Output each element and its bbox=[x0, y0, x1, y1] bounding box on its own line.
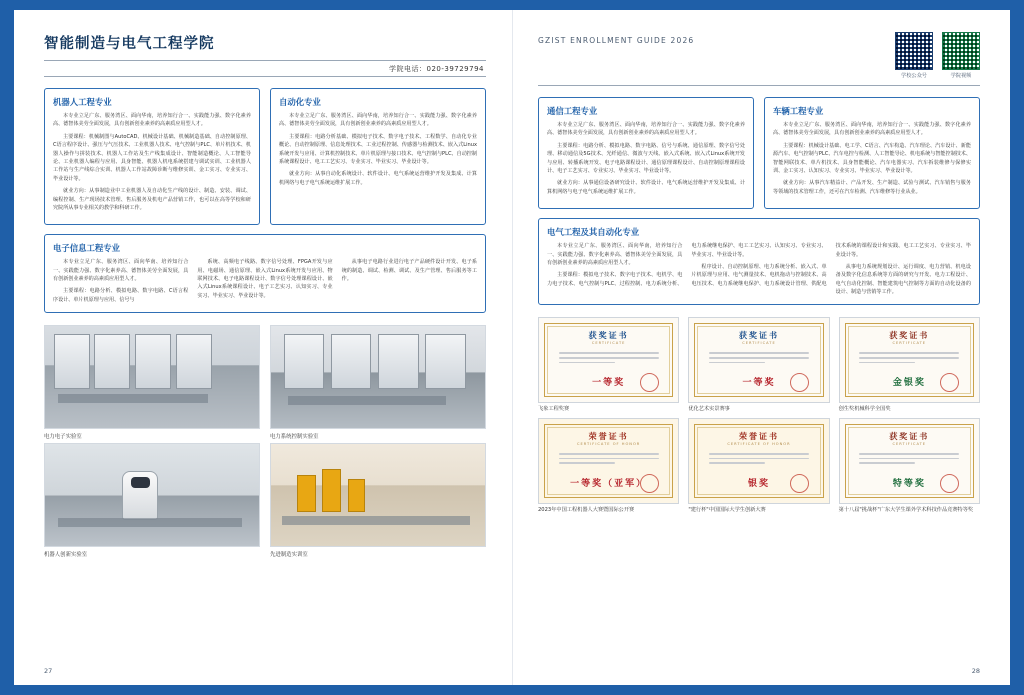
photo-gallery bbox=[44, 325, 486, 558]
certificate-image bbox=[839, 317, 980, 403]
major-card-electrical-engineering bbox=[538, 218, 980, 305]
card-paragraph: 系统、高频电子线路、数字信号处理、FPGA开发与应用、电磁场、通信原理、嵌入式Linux系统开发与应用、物联网技术、电子电路课程设计、数字信号处理课程设计、嵌入式Linux系统课程设计、电子工艺实习、认知实习、专业实习、毕业实习、毕业设计等。 bbox=[197, 259, 333, 299]
card-paragraph: 主要课程：机械制图与AutoCAD、机械设计基础、机械制造基础、自动控制原理、C语言程序设计、强压与气压技术、工业机器人技术、电气控制与PLC、单片机技术、机器人操作与拼装技术、机器人工作站及生产线集成设计、智能制造概论、人工智能导论、工业机器人编程与应用、具身智能、机器人机电系统搭建与调试实训、工业机器人工作站与生产线综合实训、机器人工作站故障诊断与维修实训、金工实习、专业实习、毕业设计等。 bbox=[53, 133, 251, 182]
certificate-prize: 一等奖（亚军） bbox=[570, 479, 648, 490]
certificate-image bbox=[688, 317, 829, 403]
card-paragraph: 主要课程：机械设计基础、电工学、C语言、汽车构造、汽车理论、汽车设计、新能源汽车、电气控制与PLC、汽车电控与检测、人工智能导论、机电系统与智能控制技术、智能网联技术、单片机技术、具身智能概论、汽车电器实习、汽车拆装维修与保修实训、金工实习、认知实习、专业实习、毕业实习、毕业设计等。 bbox=[773, 142, 971, 174]
certificate-cell bbox=[688, 317, 829, 414]
photo-row bbox=[44, 325, 486, 440]
certificate-cell bbox=[839, 317, 980, 414]
certificate-image bbox=[538, 418, 679, 504]
page-number-right: 28 bbox=[971, 667, 980, 675]
qr-item bbox=[942, 32, 980, 79]
certificate-title-en: CERTIFICATE bbox=[591, 341, 626, 346]
card-title: 车辆工程专业 bbox=[773, 106, 824, 116]
card-paragraph: 就业方向：从事汽车精益计、产品开发、生产制造、试验与测试、汽车销售与服务等领域的技术管理工作，还可在汽车检测、汽车维修等行业从业。 bbox=[773, 180, 971, 195]
certificate-title: 获奖证书 bbox=[738, 331, 779, 341]
certificate-title: 获奖证书 bbox=[889, 432, 930, 442]
guide-label: GZIST ENROLLMENT GUIDE 2026 bbox=[538, 36, 695, 45]
photo-power-system-lab bbox=[270, 325, 486, 429]
certificate-image bbox=[839, 418, 980, 504]
major-card-electronic-info bbox=[44, 234, 486, 313]
certificate-prize: 一等奖 bbox=[592, 378, 626, 389]
certificate-row bbox=[538, 418, 980, 515]
seal-icon bbox=[640, 474, 659, 493]
photo-robot-innovation-lab bbox=[44, 443, 260, 547]
right-cards-row bbox=[538, 97, 980, 209]
major-card-robotics bbox=[44, 88, 260, 225]
qr-code-group bbox=[895, 32, 980, 79]
certificate-prize: 银奖 bbox=[747, 479, 770, 490]
left-header bbox=[44, 32, 486, 77]
card-title: 电子信息工程专业 bbox=[53, 243, 120, 254]
page-title: 智能制造与电气工程学院 bbox=[44, 36, 215, 52]
certificate-gallery bbox=[538, 317, 980, 515]
card-paragraph: 本专业立足广东、服务湾区、面向华南，培养知行合一、实践能力强、数字化素养高、德智体美劳全面发展，具有创新创业素养的高素质应用型人才。 bbox=[547, 122, 745, 137]
qr-caption: 学校公众号 bbox=[901, 73, 927, 79]
certificate-caption: 2023年中国工程机器人大赛暨国际公开赛 bbox=[538, 507, 635, 514]
card-paragraph: 本专业立足广东、服务湾区、面向华南，培养知行合一、实践能力强、数字化素养高、德智体美劳全面发展，具有创新创业素养的高素质应用型人才。 bbox=[773, 122, 971, 137]
photo-cell bbox=[44, 325, 260, 440]
card-paragraph: 主要课程：电路分析、模拟电路、数字电路、C语言程序设计、单片机原理与应用、信号与 bbox=[53, 288, 189, 303]
page-right bbox=[512, 10, 1010, 685]
card-paragraph: 主要课程：模拟电子技术、数字电子技术、电机学、电力电子技术、电气控制与PLC、过程控制、电力系统分析、电力系统继电保护、电工工艺实习、认知实习、专业实习、毕业实习、毕业设计等。 bbox=[547, 243, 827, 287]
certificate-prize: 特等奖 bbox=[892, 479, 926, 490]
card-paragraph: 就业方向：从事自动化系统设计、软件设计、电气系统运营维护开发及集成、计算机网络与电子电气系统运维扩展工作。 bbox=[279, 171, 477, 186]
photo-caption: 机器人创新实验室 bbox=[44, 552, 88, 559]
certificate-prize: 金银奖 bbox=[892, 378, 926, 389]
card-title: 电气工程及其自动化专业 bbox=[547, 227, 640, 238]
certificate-title: 荣誉证书 bbox=[588, 432, 629, 442]
certificate-caption: 优化艺术实景赛事 bbox=[688, 406, 730, 413]
qr-code-icon[interactable] bbox=[942, 32, 980, 70]
certificate-title-en: CERTIFICATE OF HONOR bbox=[727, 442, 791, 447]
photo-advanced-manufacturing-lab bbox=[270, 443, 486, 547]
certificate-title: 荣誉证书 bbox=[738, 432, 779, 442]
header-rule-right bbox=[538, 85, 980, 86]
card-paragraph: 本专业立足广东、服务湾区、面向华南，培养知行合一、实践能力强、数字化素养高、德智体美劳全面发展，具有创新创业素养的高素质应用型人才。 bbox=[53, 113, 251, 128]
card-paragraph: 从事电子电路行业进行电子产品硬件设计开发、电子系统的制造、调试、检测、调试、及生产管理、售后服务等工作。 bbox=[341, 259, 477, 283]
certificate-caption: "建行杯"中国国际大学生创新大赛 bbox=[688, 507, 766, 514]
certificate-prize: 一等奖 bbox=[742, 378, 776, 389]
photo-cell bbox=[44, 443, 260, 558]
certificate-cell bbox=[688, 418, 829, 515]
certificate-caption: 飞象工程奖赛 bbox=[538, 406, 570, 413]
photo-caption: 电力系统控制实验室 bbox=[270, 434, 319, 441]
certificate-cell bbox=[839, 418, 980, 515]
qr-code-icon[interactable] bbox=[895, 32, 933, 70]
card-paragraph: 本专业立足广东、服务湾区、面向华南，培养知行合一、实践能力强、数字化素养高、德智体美劳全面发展，具有创新创业素养的高素质应用型人才。 bbox=[547, 243, 683, 266]
page-number-left: 27 bbox=[44, 667, 53, 675]
certificate-cell bbox=[538, 418, 679, 515]
card-title: 通信工程专业 bbox=[547, 106, 598, 116]
card-paragraph: 程序设计、自动控制原理、电力系统分析、嵌入式、单片机原理与应用、电气测量技术、电机拖动与控制技术、高电压技术、电力系统继电保护、电力系统设计管理、供配电技术系统的课程设计和实践、电工工艺实习、专业实习、毕业设计等。 bbox=[691, 243, 971, 287]
card-title: 自动化专业 bbox=[279, 97, 321, 107]
right-header bbox=[538, 32, 980, 79]
left-cards-row bbox=[44, 88, 486, 225]
college-phone: 学院电话：020-39729794 bbox=[388, 65, 484, 73]
photo-row bbox=[44, 443, 486, 558]
certificate-title: 获奖证书 bbox=[889, 331, 930, 341]
card-paragraph: 主要课程：电路分析基础、模拟电子技术、数字电子技术、工程数学、自动化专业概论、自动控制原理、信息处理技术、工业过程控制、传感器与检测技术、嵌入式Linux系统开发与应用、计算机控制技术、单片机原理与接口技术、电气控制与PLC、自动控制系统课程设计、电工工艺实习、专业实习、毕业实习、毕业设计等。 bbox=[279, 133, 477, 165]
card-title: 机器人工程专业 bbox=[53, 97, 112, 107]
certificate-image bbox=[538, 317, 679, 403]
certificate-cell bbox=[538, 317, 679, 414]
certificate-title: 获奖证书 bbox=[588, 331, 629, 341]
card-paragraph: 本专业立足广东、服务湾区、面向华南、培养知行合一、实践能力强、数字化素养高、德智体美劳全面发展，具有创新创业素养的高素质应用型人才。 bbox=[53, 259, 189, 283]
brochure-spread bbox=[14, 10, 1010, 685]
photo-cell bbox=[270, 443, 486, 558]
certificate-title-en: CERTIFICATE bbox=[742, 341, 776, 346]
major-card-vehicle bbox=[764, 97, 980, 209]
major-card-automation bbox=[270, 88, 486, 225]
certificate-caption: 创生奖机械科学全国奖 bbox=[838, 406, 891, 413]
card-paragraph: 本专业立足广东、服务湾区、面向华南，培养知行合一、实践能力强、数字化素养高、德智体美劳全面发展，具有创新创业素养的高素质应用型人才。 bbox=[279, 113, 477, 128]
photo-cell bbox=[270, 325, 486, 440]
header-rule-2 bbox=[44, 76, 486, 77]
certificate-title-en: CERTIFICATE bbox=[892, 442, 927, 447]
certificate-title-en: CERTIFICATE OF HONOR bbox=[577, 442, 641, 447]
certificate-image bbox=[688, 418, 829, 504]
qr-caption: 学院视频 bbox=[950, 73, 972, 79]
photo-caption: 先进制造实训室 bbox=[270, 552, 308, 559]
certificate-row bbox=[538, 317, 980, 414]
photo-power-electronics-lab bbox=[44, 325, 260, 429]
major-card-communication bbox=[538, 97, 754, 209]
certificate-title-en: CERTIFICATE bbox=[892, 341, 927, 346]
certificate-caption: 第十八届"挑战杯"广东大学生课外学术科技作品竞赛特等奖 bbox=[838, 507, 974, 514]
qr-item bbox=[895, 32, 933, 79]
card-paragraph: 就业方向：从事通信设备研究设计、软件设计、电气系统运营维护开发及集成、计算机网络与电子电气系统运维扩展工作。 bbox=[547, 180, 745, 195]
photo-caption: 电力电子实验室 bbox=[44, 434, 82, 441]
card-paragraph: 从事电力系统规划设计、运行调度、电力营销、机电设备及数字化信息系统等方面的研究与开发、电力工程设计、电气自动化控制、智能建筑电气控制等方面的自动化设备的设计、制造与营销等工作。 bbox=[835, 263, 971, 296]
card-paragraph: 主要课程：电路分析、模拟电路、数字电路、信号与系统、通信原理、数字信号处理、移动通信及5G技术、光纤通信、微波与天线、嵌入式系统、嵌入式Linux系统开发与应用、转播系统开发、电子电路课程设计、通信原理课程设计、自动控制原理课程设计、电子工艺实习、专业实习、毕业实习、毕业设计等。 bbox=[547, 142, 745, 174]
page-left bbox=[14, 10, 512, 685]
card-paragraph: 就业方向：从事制造业中工业机器人及自动化生产线的设计、制造、安装、调试、编程控制、生产现场技术管理、售后服务及机电产品营销工作，也可以在高等学校和研究院所从事专业相关的教学和科研工作。 bbox=[53, 188, 251, 211]
